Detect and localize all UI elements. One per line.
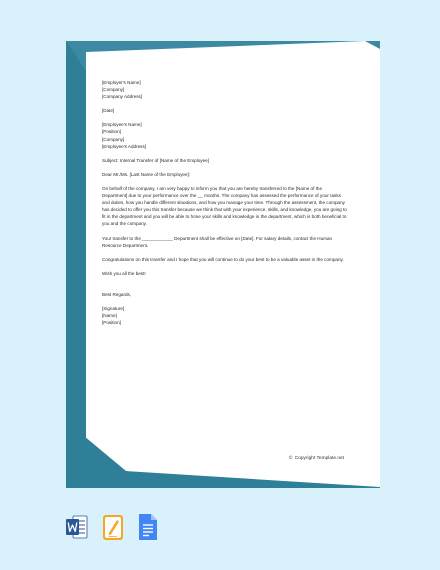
letter-closing: Best Regards, (102, 291, 132, 297)
copyright-text: Copyright Template.net (294, 456, 344, 461)
employee-company: [Company] (102, 136, 125, 142)
body-paragraph-3: Congratulations on this transfer and I hope that you will continue to do your best to be a valuable asset in the company. (102, 256, 344, 262)
letter-subject: Subject: Internal Transfer of [Name of the Employee] (102, 157, 209, 163)
signer-position: [Position] (102, 320, 121, 326)
copyright-symbol: © (288, 456, 293, 461)
employer-block (102, 79, 348, 100)
employee-name: [Employee's Name] (102, 122, 142, 128)
employee-block (102, 121, 348, 149)
employer-company: [Company] (102, 87, 125, 93)
letter-date: [Date] (102, 108, 115, 114)
document-preview (66, 41, 380, 488)
signature-line: [Signature] (102, 305, 125, 311)
body-paragraph-2: Your transfer to the ____________ Department shall be effective on [Date]. For salary details, contact the Human Resource Department. (102, 235, 333, 248)
google-docs-icon[interactable] (137, 512, 159, 542)
employer-address: [Company Address] (102, 94, 143, 100)
letter-body (102, 79, 348, 326)
word-icon[interactable] (66, 512, 88, 542)
body-paragraph-4: Wish you all the best! (102, 270, 146, 276)
signature-block (102, 305, 348, 326)
employer-name: [Employer's Name] (102, 80, 141, 85)
employee-position: [Position] (102, 129, 121, 135)
copyright-notice (289, 456, 344, 461)
body-paragraph-1: On behalf of the company, I am very happy to inform you that you are hereby transferred to the [Name of the Department] due to your performance over the __ months. The company has assessed the performance of your tasks and duties, how you handle different situations, and how you manage your time. Through the assessment, the company has decided to offer you this transfer because we think that with your experience, skills, and knowledge, you are going to fit in the department and you will be able to hone your skills and knowledge in the department, which is both beneficial to you and the company. (102, 185, 347, 227)
signer-name: [Name] (102, 313, 117, 319)
employee-address: [Employee's Address] (102, 143, 147, 149)
letter-salutation: Dear Mr./Ms. [Last Name of the Employee]: (102, 171, 191, 177)
pages-icon[interactable] (102, 512, 124, 542)
